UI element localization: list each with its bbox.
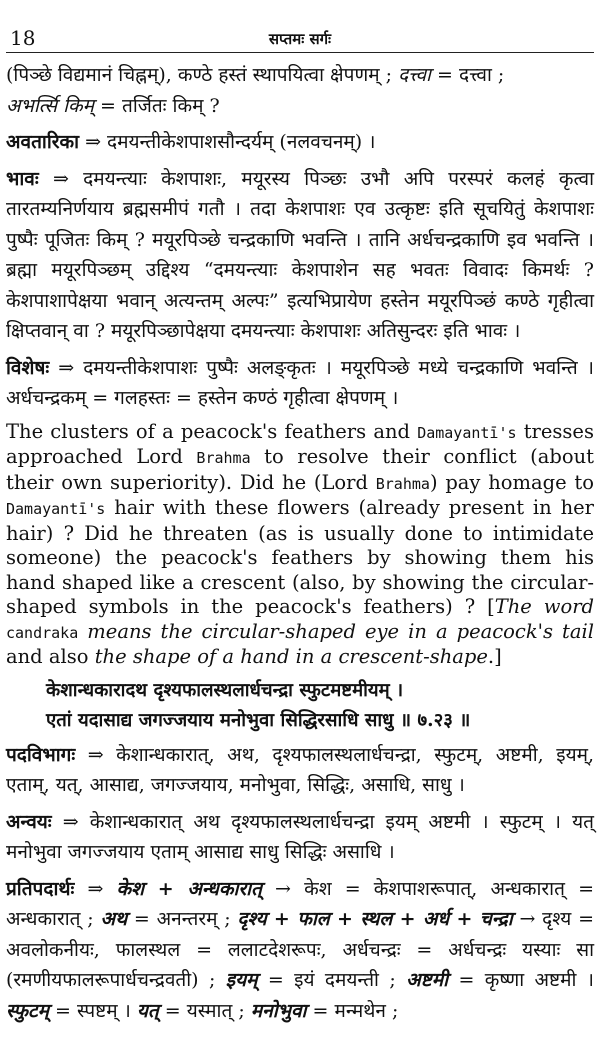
bhava-text: ⇒ दमयन्त्याः केशपाशः, मयूरस्य पिञ्छः उभौ अपि परस्परं कलहं कृत्वा तारतम्यनिर्णयाय ब्रह्मसमीपं गतौ । तदा केशपाशः एव उत्कृष्टः इति सूचयितुं केशपाशः पुष्पैः पूजितः किम् ? मयूरपिञ्छे चन्द्रकाणि भवन्ति । तानि अर्धचन्द्रकाणि इव भवन्ति । ब्रह्मा मयूरपिञ्छम् उद्दिश्य “दमयन्त्याः केशपाशेन सह भवतः विवादः किमर्थः ? केशपाशापेक्षया भवान् अत्यन्तम् अल्पः” इत्यभिप्रायेण हस्तेन मयूरपिञ्छं कण्ठे गृहीत्वा क्षिप्तवान् वा ? मयूरपिञ्छापेक्षया दमयन्त्याः केशपाशः अतिसुन्दरः इति भावः । <box>6 167 594 342</box>
eng-text-1: The clusters of a peacock's feathers and <box>6 419 418 443</box>
eng-text-5: hair with these flowers (already present in her hair) ? Did he threaten (as is usually done to intimidate someone) the peacock's feathers by showing them his hand shaped like a crescent (also, by showing the circular-shaped symbols in the peacock's feathers) ? [ <box>6 496 594 618</box>
pp-text-5: = इयं दमयन्ती ; <box>257 969 407 991</box>
intro-gloss-abhartsi: = तर्जितः किम् ? <box>94 94 220 117</box>
avatarika-label: अवतारिका <box>6 131 80 153</box>
vishesha-text: ⇒ दमयन्तीकेशपाशः पुष्पैः अलङ्कृतः । मयूरपिञ्छे मध्ये चन्द्रकाणि भवन्ति । अर्धचन्द्रकम् = गलहस्तः = हस्तेन कण्ठं गृहीत्वा क्षेपणम् । <box>6 356 594 409</box>
padavibhaga-label: पदविभागः <box>6 743 76 766</box>
intro-term-abhartsi: अभर्त्सि किम् <box>6 94 94 117</box>
pp-term-1: केश + अन्धकारात् <box>116 877 262 900</box>
vishesha-label: विशेषः <box>6 356 50 379</box>
pp-text-9: = मन्मथेन ; <box>306 999 399 1022</box>
eng-text-3: to resolve their conflict (about their own superiority). Did he (Lord <box>6 445 594 494</box>
eng-text-4: ) pay homage to <box>429 470 594 494</box>
bhava-paragraph <box>6 164 594 347</box>
page-header <box>6 26 594 53</box>
pratipadartha-label: प्रतिपदार्थः <box>6 877 75 900</box>
pp-term-6: स्फुटम् <box>6 999 49 1022</box>
pp-text-3: = अनन्तरम् ; <box>127 908 238 930</box>
pp-term-8: मनोभुवा <box>250 999 307 1022</box>
pp-text-6: = कृष्णा अष्टमी । <box>448 969 594 991</box>
avatarika-text: ⇒ दमयन्तीकेशपाशसौन्दर्यम् (नलवचनम्) । <box>79 131 376 153</box>
verse-block <box>46 676 594 736</box>
pp-text-1: ⇒ <box>74 877 117 900</box>
anvaya-paragraph <box>6 807 594 868</box>
eng-name-brahma-2: Brahma <box>375 474 430 493</box>
eng-note-3: the shape of a hand in a crescent-shape <box>94 645 488 668</box>
eng-note-1: The word <box>494 595 594 618</box>
page-number: 18 <box>10 26 36 50</box>
pp-term-7: यत् <box>136 999 159 1022</box>
pp-term-2: अथ <box>100 908 128 930</box>
pp-text-7: = स्पष्टम् । <box>48 999 137 1022</box>
pp-text-4: → दृश्य = अवलोकनीयः, फालस्थल = ललाटदेशरूपः, अर्धचन्द्रः = अर्धचन्द्रः यस्याः सा (रमणीयफालरूपार्धचन्द्रवती) ; <box>6 908 595 991</box>
intro-term-datva: दत्त्वा <box>398 64 431 86</box>
pratipadartha-paragraph <box>6 874 594 1027</box>
english-translation <box>6 420 594 670</box>
eng-name-brahma: Brahma <box>196 449 251 467</box>
eng-name-damayanti-2: Damayantī's <box>6 500 106 518</box>
page-body <box>6 60 594 1032</box>
pp-term-3: दृश्य + फाल + स्थल + अर्ध + चन्द्रा <box>237 908 513 930</box>
intro-paragraph <box>6 60 594 121</box>
eng-text-6: and also <box>6 645 95 668</box>
bhava-label: भावः <box>6 167 39 190</box>
avatarika-paragraph <box>6 127 594 158</box>
verse-line-1: केशान्धकारादथ दृश्यफालस्थलार्धचन्द्रा स्फुटमष्टमीयम् । <box>46 679 404 701</box>
intro-gloss-datva: = दत्त्वा ; <box>430 64 505 86</box>
padavibhaga-text: ⇒ केशान्धकारात्, अथ, दृश्यफालस्थलार्धचन्द्रा, स्फुटम्, अष्टमी, इयम्, एताम्, यत्, आसाद्य, जगज्जयाय, मनोभुवा, सिद्धिः, असाधि, साधु । <box>6 743 594 796</box>
pp-text-8: = यस्मात् ; <box>158 999 251 1022</box>
anvaya-label: अन्वयः <box>6 810 52 833</box>
eng-text-2: tresses approached Lord <box>6 419 594 468</box>
eng-text-7: .] <box>487 645 502 668</box>
eng-note-2: means the circular-shaped eye in a peacock's tail <box>78 619 594 643</box>
pp-term-5: अष्टमी <box>406 969 449 991</box>
eng-term-candraka: candraka <box>6 623 79 642</box>
vishesha-paragraph <box>6 353 594 414</box>
eng-name-damayanti: Damayantī's <box>417 423 517 442</box>
pp-term-4: इयम् <box>225 969 258 991</box>
intro-text: (पिञ्छे विद्यमानं चिह्नम्), कण्ठे हस्तं स्थापयित्वा क्षेपणम् ; <box>6 64 399 86</box>
pp-text-2: → केश = केशपाशरूपात्, अन्धकारात् = अन्धकारात् ; <box>6 877 594 930</box>
verse-line-2: एतां यदासाद्य जगज्जयाय मनोभुवा सिद्धिरसाधि साधु ॥ ७.२३ ॥ <box>46 709 471 731</box>
padavibhaga-paragraph <box>6 740 594 801</box>
running-title: सप्तमः सर्गः <box>268 30 332 48</box>
anvaya-text: ⇒ केशान्धकारात् अथ दृश्यफालस्थलार्धचन्द्रा इयम् अष्टमी । स्फुटम् । यत् मनोभुवा जगज्जयाय एताम् आसाद्य साधु सिद्धिः असाधि । <box>6 810 594 863</box>
